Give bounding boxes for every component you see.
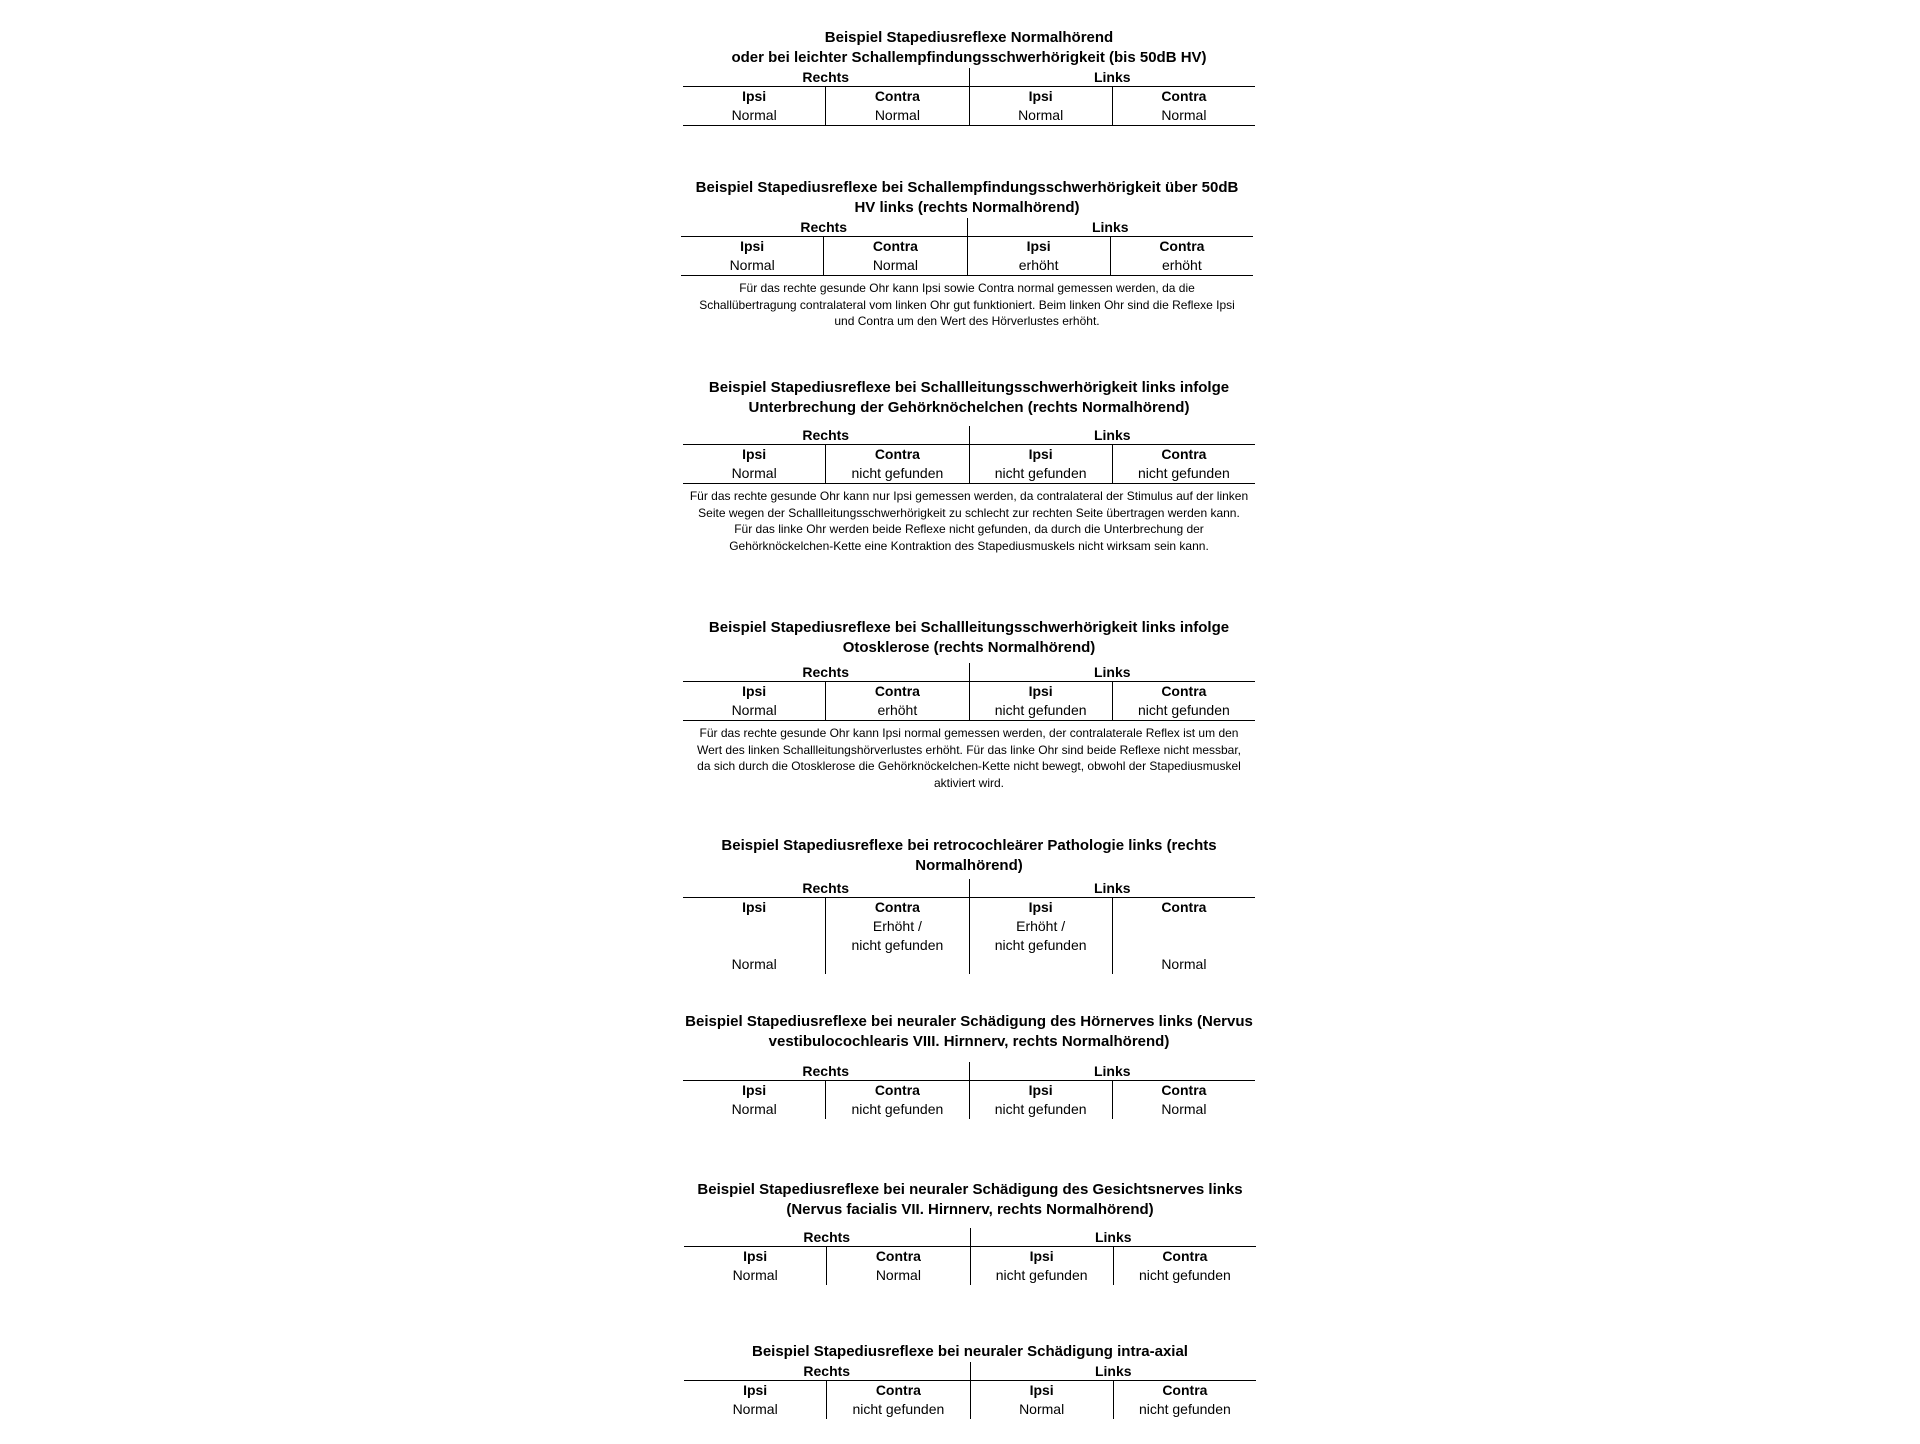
- col-header: Contra: [1162, 1382, 1208, 1398]
- links-ipsi-cell: [969, 682, 1112, 720]
- side-links: Links: [970, 1228, 1257, 1246]
- col-header: Contra: [1161, 1082, 1207, 1098]
- side-links: Links: [967, 218, 1254, 236]
- rechts-contra-cell: [823, 237, 966, 275]
- col-value: Normal: [732, 1401, 778, 1417]
- col-header: Ipsi: [742, 683, 767, 699]
- col-value: erhöht: [1018, 257, 1059, 273]
- col-value: nicht gefunden: [994, 702, 1087, 718]
- rechts-ipsi-cell: [683, 445, 825, 483]
- col-value: Normal: [731, 1101, 777, 1117]
- links-ipsi-cell: [969, 1081, 1112, 1119]
- links-contra-cell: [1112, 445, 1255, 483]
- side-links: Links: [969, 1062, 1256, 1080]
- col-value: Erhöht / nicht gefunden: [851, 918, 944, 953]
- col-value: nicht gefunden: [1137, 702, 1230, 718]
- rechts-ipsi-cell: [684, 1247, 826, 1285]
- reflex-section-1: [683, 28, 1255, 126]
- links-ipsi-cell: [970, 1247, 1113, 1285]
- links-contra-cell: [1112, 682, 1255, 720]
- side-rechts: Rechts: [800, 219, 848, 235]
- rechts-contra-cell: [826, 1381, 969, 1419]
- explanation-note: Für das rechte gesunde Ohr kann nur Ipsi gemessen werden, da contralateral der Stimulus auf der linken Seite wegen der Schallleitungsschwerhörigkeit zu schlecht zur rechten Seite übertragen werden kann. Für das linke Ohr werden beide Reflexe nicht gefunden, da durch die Unterbrechung der Gehörknöckelchen-Kette eine Kontraktion des Stapediusmuskels nicht wirksam sein kann.: [689, 489, 1249, 553]
- rechts-ipsi-cell: [683, 1081, 825, 1119]
- col-header: Ipsi: [1028, 899, 1053, 915]
- reflex-section-6: [683, 1012, 1255, 1119]
- reflex-values-row: [684, 1381, 1256, 1419]
- side-rechts: Rechts: [802, 427, 850, 443]
- explanation-note: Für das rechte gesunde Ohr kann Ipsi normal gemessen werden, der contralaterale Reflex ist um den Wert des linken Schallleitungshörverlustes erhöht. Für das linke Ohr sind beide Reflexe nicht messbar, da sich durch die Otosklerose die Gehörknöckelchen-Kette nicht bewegt, obwohl der Stapediusmuskel aktiviert wird.: [696, 726, 1242, 790]
- col-header: Contra: [875, 1248, 921, 1264]
- col-header: Ipsi: [742, 1082, 767, 1098]
- col-value: nicht gefunden: [994, 465, 1087, 481]
- ear-side-header: [683, 1062, 1255, 1081]
- reflex-values-row: [683, 898, 1255, 974]
- col-value: Erhöht / nicht gefunden: [994, 918, 1087, 953]
- col-header: Contra: [874, 88, 920, 104]
- col-value: nicht gefunden: [1138, 1267, 1231, 1283]
- rechts-ipsi-cell: [684, 1381, 826, 1419]
- col-value: nicht gefunden: [852, 1401, 945, 1417]
- col-header: Ipsi: [742, 88, 767, 104]
- links-ipsi-cell: [969, 87, 1112, 125]
- col-value: Normal: [1161, 1101, 1207, 1117]
- ear-side-header: [683, 663, 1255, 682]
- col-value: nicht gefunden: [1138, 1401, 1231, 1417]
- col-value: nicht gefunden: [851, 1101, 944, 1117]
- links-contra-cell: [1112, 898, 1255, 974]
- col-value: Normal: [731, 956, 777, 972]
- reflex-values-row: [683, 87, 1255, 126]
- col-header: Contra: [874, 683, 920, 699]
- col-value: nicht gefunden: [994, 1101, 1087, 1117]
- section-title: Beispiel Stapediusreflexe bei neuraler Schädigung des Gesichtsnerves links (Nervus facialis VII. Hirnnerv, rechts Normalhörend): [697, 1181, 1243, 1218]
- ear-side-header: [684, 1362, 1256, 1381]
- section-title: Beispiel Stapediusreflexe bei Schallleitungsschwerhörigkeit links infolge Unterbrechung der Gehörknöchelchen (rechts Normalhörend): [708, 379, 1230, 416]
- col-header: Ipsi: [1026, 238, 1051, 254]
- side-links: Links: [969, 663, 1256, 681]
- rechts-ipsi-cell: [683, 898, 825, 974]
- col-header: Ipsi: [1029, 1382, 1054, 1398]
- col-value: erhöht: [877, 702, 918, 718]
- side-links: Links: [970, 1362, 1257, 1380]
- col-header: Contra: [1161, 899, 1207, 915]
- side-links: Links: [969, 879, 1256, 897]
- section-title: Beispiel Stapediusreflexe bei neuraler Schädigung intra-axial: [752, 1343, 1188, 1360]
- col-header: Contra: [874, 899, 920, 915]
- reflex-section-4: [683, 618, 1255, 791]
- col-header: Contra: [872, 238, 918, 254]
- col-value: Normal: [1018, 107, 1064, 123]
- col-value: Normal: [1161, 107, 1207, 123]
- col-value: nicht gefunden: [851, 465, 944, 481]
- col-header: Ipsi: [1029, 1248, 1054, 1264]
- rechts-ipsi-cell: [683, 682, 825, 720]
- rechts-ipsi-cell: [683, 87, 825, 125]
- col-header: Ipsi: [743, 1248, 768, 1264]
- links-ipsi-cell: [969, 898, 1112, 974]
- col-header: Ipsi: [1028, 446, 1053, 462]
- ear-side-header: [681, 218, 1253, 237]
- ear-side-header: [684, 1228, 1256, 1247]
- col-header: Contra: [874, 1082, 920, 1098]
- col-header: Ipsi: [743, 1382, 768, 1398]
- links-ipsi-cell: [967, 237, 1110, 275]
- section-title: Beispiel Stapediusreflexe bei Schallempfindungsschwerhörigkeit über 50dB HV links (rechts Normalhörend): [695, 179, 1239, 216]
- rechts-contra-cell: [825, 898, 968, 974]
- col-header: Contra: [874, 446, 920, 462]
- rechts-contra-cell: [825, 1081, 968, 1119]
- explanation-note: Für das rechte gesunde Ohr kann Ipsi sowie Contra normal gemessen werden, da die Schallübertragung contralateral vom linken Ohr gut funktioniert. Beim linken Ohr sind die Reflexe Ipsi und Contra um den Wert des Hörverlustes erhöht.: [699, 281, 1235, 328]
- col-value: Normal: [1161, 956, 1207, 972]
- reflex-values-row: [681, 237, 1253, 276]
- col-header: Contra: [1161, 88, 1207, 104]
- col-value: Normal: [872, 257, 918, 273]
- col-header: Contra: [875, 1382, 921, 1398]
- rechts-contra-cell: [825, 87, 968, 125]
- reflex-section-3: [683, 378, 1255, 554]
- reflex-section-7: [684, 1180, 1256, 1285]
- reflex-values-row: [683, 682, 1255, 721]
- col-header: Ipsi: [742, 899, 767, 915]
- col-value: Normal: [732, 1267, 778, 1283]
- links-contra-cell: [1112, 1081, 1255, 1119]
- ear-side-header: [683, 426, 1255, 445]
- col-value: Normal: [731, 702, 777, 718]
- side-rechts: Rechts: [802, 69, 850, 85]
- col-header: Ipsi: [740, 238, 765, 254]
- section-title: Beispiel Stapediusreflexe bei neuraler Schädigung des Hörnerves links (Nervus vestibulocochlearis VIII. Hirnnerv, rechts Normalhörend): [685, 1013, 1253, 1050]
- reflex-values-row: [683, 1081, 1255, 1119]
- reflex-values-row: [684, 1247, 1256, 1285]
- col-value: nicht gefunden: [995, 1267, 1088, 1283]
- section-title: Beispiel Stapediusreflexe bei retrocochleärer Pathologie links (rechts Normalhörend): [721, 837, 1217, 874]
- rechts-ipsi-cell: [681, 237, 823, 275]
- reflex-section-5: [683, 836, 1255, 974]
- reflex-section-8: [684, 1342, 1256, 1419]
- side-rechts: Rechts: [802, 664, 850, 680]
- col-header: Ipsi: [1028, 683, 1053, 699]
- col-header: Ipsi: [1028, 88, 1053, 104]
- col-header: Contra: [1161, 683, 1207, 699]
- col-header: Ipsi: [1028, 1082, 1053, 1098]
- links-contra-cell: [1113, 1381, 1256, 1419]
- links-contra-cell: [1112, 87, 1255, 125]
- links-contra-cell: [1113, 1247, 1256, 1285]
- rechts-contra-cell: [825, 445, 968, 483]
- side-links: Links: [969, 68, 1256, 86]
- col-value: nicht gefunden: [1137, 465, 1230, 481]
- rechts-contra-cell: [825, 682, 968, 720]
- col-value: Normal: [731, 465, 777, 481]
- section-title: Beispiel Stapediusreflexe bei Schallleitungsschwerhörigkeit links infolge Otosklerose (rechts Normalhörend): [708, 619, 1230, 656]
- reflex-values-row: [683, 445, 1255, 484]
- ear-side-header: [683, 879, 1255, 898]
- links-ipsi-cell: [969, 445, 1112, 483]
- reflex-section-2: [681, 178, 1253, 330]
- col-value: Normal: [731, 107, 777, 123]
- col-value: Normal: [729, 257, 775, 273]
- col-header: Ipsi: [742, 446, 767, 462]
- col-value: erhöht: [1162, 257, 1202, 273]
- ear-side-header: [683, 68, 1255, 87]
- section-title: Beispiel Stapediusreflexe Normalhörend oder bei leichter Schallempfindungsschwerhörigkeit (bis 50dB HV): [731, 29, 1207, 66]
- side-rechts: Rechts: [803, 1229, 851, 1245]
- col-header: Contra: [1161, 446, 1207, 462]
- rechts-contra-cell: [826, 1247, 969, 1285]
- col-value: Normal: [874, 107, 920, 123]
- side-rechts: Rechts: [802, 1063, 850, 1079]
- side-rechts: Rechts: [802, 880, 850, 896]
- links-contra-cell: [1110, 237, 1253, 275]
- col-header: Contra: [1162, 1248, 1208, 1264]
- col-value: Normal: [875, 1267, 921, 1283]
- links-ipsi-cell: [970, 1381, 1113, 1419]
- side-links: Links: [969, 426, 1256, 444]
- col-header: Contra: [1159, 238, 1205, 254]
- side-rechts: Rechts: [803, 1363, 851, 1379]
- col-value: Normal: [1019, 1401, 1065, 1417]
